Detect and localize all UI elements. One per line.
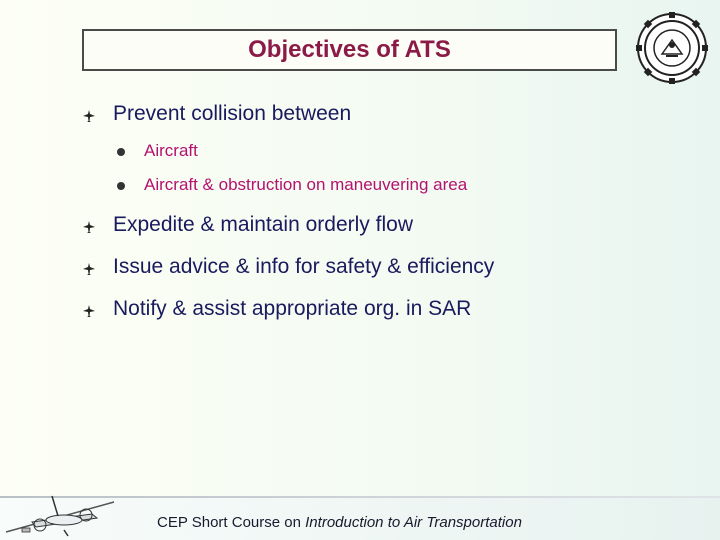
airplane-icon: [82, 304, 96, 318]
sub-bullet-item: [144, 175, 467, 195]
footer-prefix: CEP Short Course on: [157, 514, 306, 531]
title-box: [82, 29, 617, 71]
dot-icon: [117, 148, 125, 156]
bullet-text: Issue advice & info for safety & efficiency: [113, 255, 495, 278]
bullet-item: [113, 255, 494, 279]
airplane-icon: [82, 262, 96, 276]
airplane-icon: [82, 220, 96, 234]
slide-title: Objectives of ATS: [248, 36, 451, 63]
dot-icon: [117, 182, 125, 190]
bullet-item: [113, 297, 471, 321]
aircraft-illustration: [2, 492, 122, 538]
sub-bullet-text: Aircraft: [144, 141, 198, 160]
bullet-item: [113, 102, 351, 126]
bullet-item: [113, 213, 413, 237]
footer-course-title: Introduction to Air Transportation: [305, 514, 522, 531]
airplane-icon: [82, 109, 96, 123]
sub-bullet-text: Aircraft & obstruction on maneuvering area: [144, 175, 468, 194]
footer: [157, 514, 522, 531]
institute-seal-logo: [636, 12, 708, 84]
bullet-text: Notify & assist appropriate org. in SAR: [113, 297, 472, 320]
sub-bullet-item: [144, 141, 198, 161]
bullet-text: Prevent collision between: [113, 102, 352, 125]
bullet-text: Expedite & maintain orderly flow: [113, 213, 413, 236]
